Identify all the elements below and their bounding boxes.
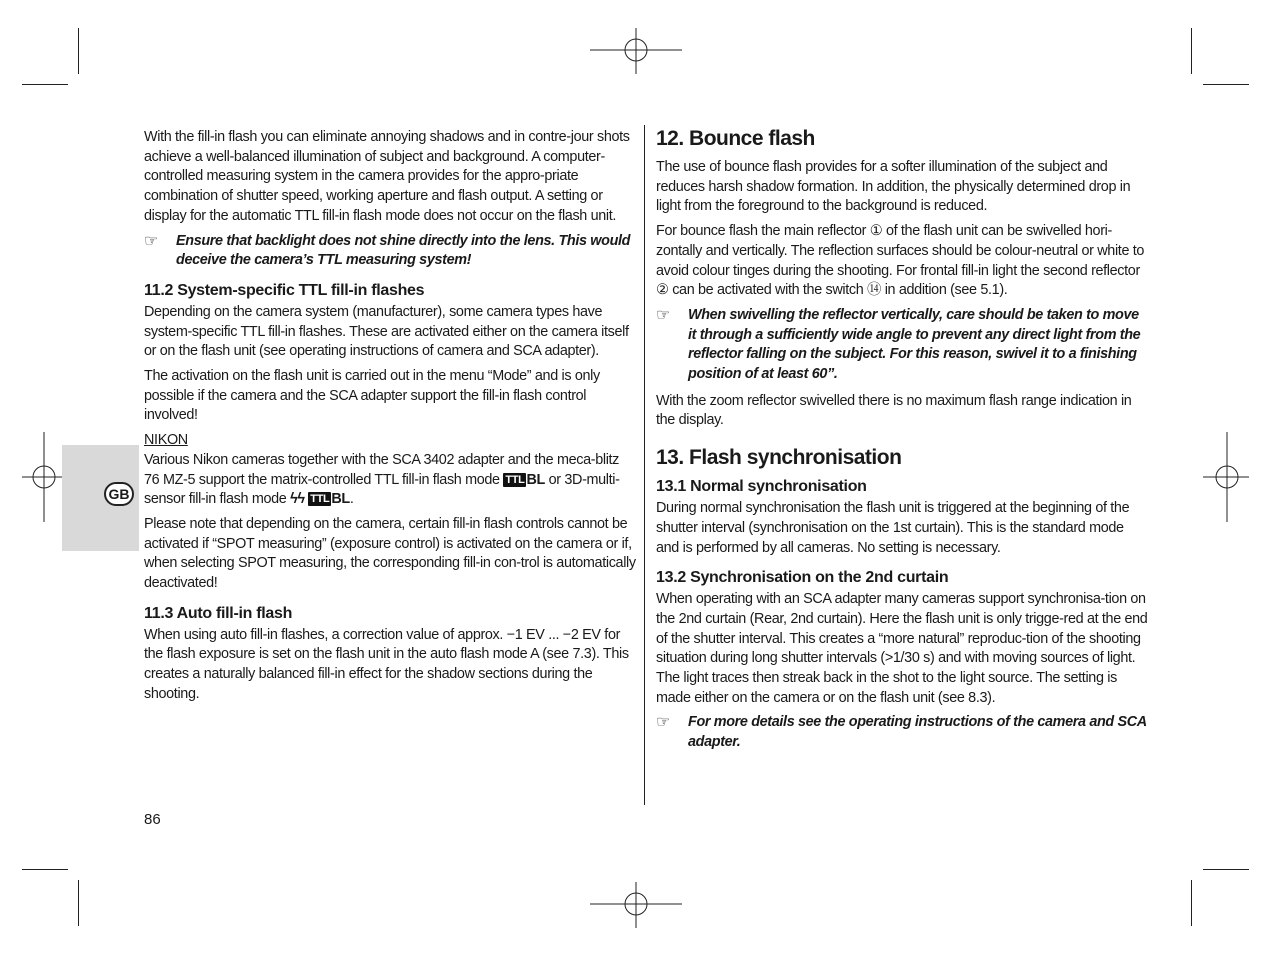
ttl-symbol-icon: TTL — [310, 493, 330, 506]
crop-mark — [22, 869, 68, 870]
heading-12: 12. Bounce flash — [656, 127, 815, 150]
paragraph-13-1: During normal synchronisation the flash unit is triggered at the beginning of the shutter interval (synchronisation on the 1st curtain). This is the standard mode and is performed by all cameras. No setting is necessary. — [656, 500, 1130, 556]
crop-mark — [22, 84, 68, 85]
nikon-paragraph — [144, 451, 636, 510]
left-column — [144, 128, 636, 710]
pointing-hand-icon: ☞ — [656, 306, 670, 324]
paragraph-11-2-b: The activation on the flash unit is carried out in the menu “Mode” and is only possible if the camera and the SCA adapter support the fill-in flash control involved! — [144, 368, 600, 424]
heading-13-2: 13.2 Synchronisation on the 2nd curtain — [656, 569, 949, 587]
heading-11-2: 11.2 System-specific TTL fill-in flashes — [144, 281, 425, 299]
note-swivel — [656, 306, 1150, 385]
crop-mark — [1191, 880, 1192, 926]
spot-paragraph: Please note that depending on the camera, certain fill-in flash controls cannot be activated if “SPOT measuring” (exposure control) is activated on the camera or if, when selecting SPOT measuring, the corresponding fill-in con-trol is automatically deactivated! — [144, 515, 636, 592]
crop-mark — [78, 880, 79, 926]
note-text: When swivelling the reflector vertically, care should be taken to move it through a sufficiently wide angle to prevent any direct light from the reflector falling on the subject. For this reason, swivel it to a finishing position of at least 60”. — [688, 306, 1141, 383]
heading-13-1: 13.1 Normal synchronisation — [656, 478, 867, 496]
paragraph-12-b: For bounce flash the main reflector ① of the flash unit can be swivelled hori-zontally and vertically. The reflection surfaces should be colour-neutral or white to avoid colour tinges during the shooting. For frontal fill-in light the second reflector ② can be activated with the switch ⑭ in addition (see 5.1). — [656, 223, 1145, 299]
heading-11-3: 11.3 Auto fill-in flash — [144, 604, 293, 622]
note-details — [656, 713, 1150, 752]
paragraph-11-2-a: Depending on the camera system (manufacturer), some camera types have system-specific TTL fill-in flashes. These are activated either on the camera itself or on the flash unit (see operating instructions of camera and SCA adapter). — [144, 303, 629, 360]
column-divider — [644, 125, 645, 805]
right-column — [656, 126, 1150, 760]
crop-mark — [1191, 28, 1192, 74]
pointing-hand-icon: ☞ — [144, 232, 158, 250]
nikon-or: or — [548, 471, 561, 488]
note-text: Ensure that backlight does not shine directly into the lens. This would deceive the camera’s TTL measuring system! — [176, 232, 631, 269]
ttl-symbol-icon: TTL — [505, 473, 525, 486]
nikon-label: NIKON — [144, 432, 188, 449]
bl-label: BL — [331, 491, 350, 508]
pointing-hand-icon: ☞ — [656, 714, 670, 732]
intro-paragraph: With the fill-in flash you can eliminate annoying shadows and in contre-jour shots achieve a well-balanced illumination of subject and background. A computer-controlled measuring system in the camera provides for the appro-priate combination of shutter speed, working aperture and flash output. A setting or display for the automatic TTL fill-in flash mode does not occur on the flash unit. — [144, 129, 630, 224]
nikon-text-2: 3D-multi-sensor fill-in flash mode — [144, 471, 620, 508]
note-text: For more details see the operating instructions of the camera and SCA adapter. — [688, 714, 1147, 751]
period: . — [349, 491, 354, 508]
language-badge: GB — [104, 482, 134, 506]
crop-mark — [1203, 869, 1249, 870]
paragraph-12-a: The use of bounce flash provides for a softer illumination of the subject and reduces harsh shadow formation. In addition, the physically determined drop in light from the foreground to the background is reduced. — [656, 159, 1131, 215]
paragraph-12-c: With the zoom reflector swivelled there is no maximum flash range indication in the display. — [656, 392, 1132, 429]
registration-mark-right — [1203, 432, 1249, 522]
paragraph-11-3: When using auto fill-in flashes, a correction value of approx. −1 EV ... −2 EV for the flash exposure is set on the flash unit in the auto flash mode A (see 7.3). This creates a naturally balanced fill-in effect for the shadow sections during the shooting. — [144, 626, 629, 702]
crop-mark — [78, 28, 79, 74]
flash-symbol-icon: ϟϟ — [290, 491, 305, 508]
registration-mark-top — [590, 28, 682, 74]
paragraph-13-2: When operating with an SCA adapter many cameras support synchronisa-tion on the 2nd curtain (Rear, 2nd curtain). Here the flash unit is only trigge-red at the end of the shutter interval. This creates a “more natural” reproduc-tion of the shooting situation during long shutter intervals (>1/30 s) and with moving sources of light. The light traces then streak back in the shot to the light source. The setting is made either on the camera or on the flash unit (see 8.3). — [656, 591, 1148, 706]
registration-mark-bottom — [590, 882, 682, 928]
bl-label: BL — [526, 471, 545, 488]
heading-13: 13. Flash synchronisation — [656, 446, 902, 470]
crop-mark — [1203, 84, 1249, 85]
note-backlight — [144, 232, 636, 271]
page-number: 86 — [144, 811, 161, 828]
nikon-text-1: Various Nikon cameras together with the SCA 3402 adapter and the meca-blitz 76 MZ-5 support the matrix-controlled TTL fill-in flash mode — [144, 451, 620, 488]
